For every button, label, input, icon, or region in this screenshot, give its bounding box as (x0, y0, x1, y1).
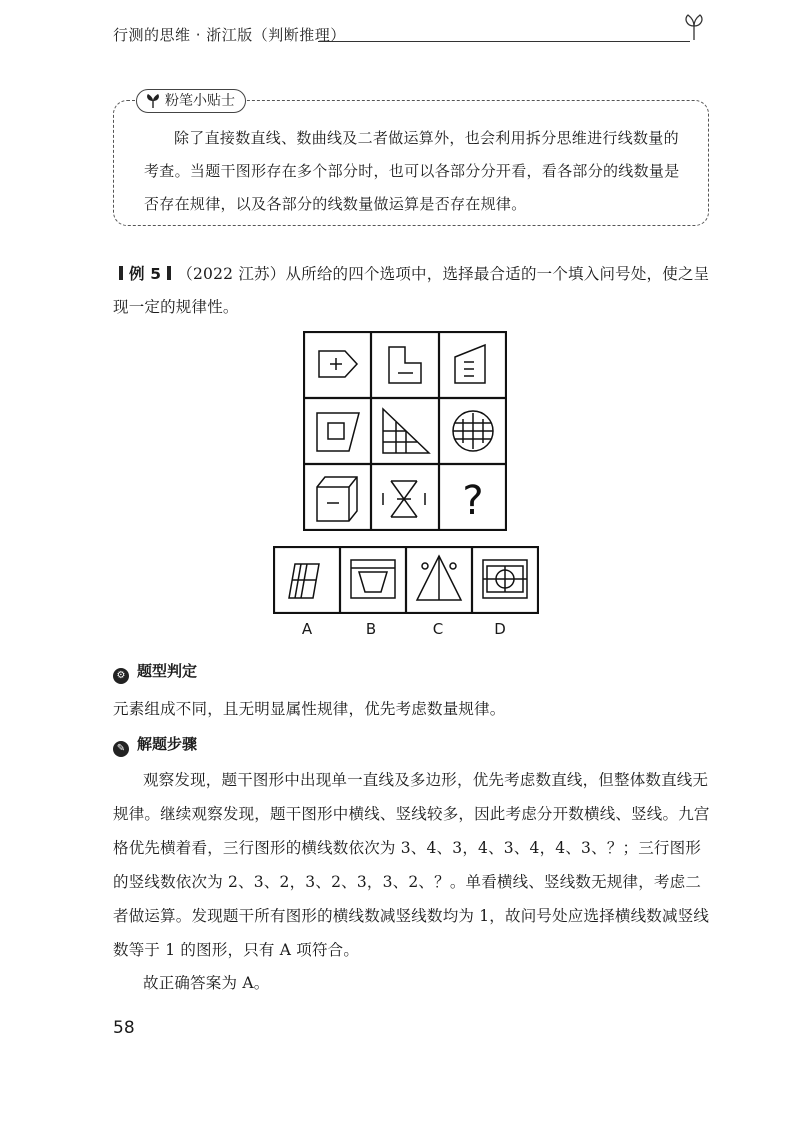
sprout-icon (145, 93, 161, 109)
example-question (113, 258, 713, 324)
tip-badge (136, 89, 246, 113)
answer-text: 故正确答案为 A。 (143, 974, 270, 992)
tip-badge-label: 粉笔小贴士 (165, 93, 235, 109)
header-title: 行测的思维 · 浙江版（判断推理） (113, 26, 346, 44)
puzzle-figure-4 (317, 413, 359, 451)
option-figure-c (417, 556, 461, 600)
puzzle-figure-7 (317, 477, 357, 521)
option-figure-b (351, 560, 395, 598)
example-question-text: （2022 江苏）从所给的四个选项中，选择最合适的一个填入问号处，使之呈现一定的规律性。 (113, 265, 710, 316)
puzzle-figure-3 (455, 345, 485, 383)
puzzle-figure-5 (383, 409, 429, 453)
puzzle-question-mark: ? (462, 478, 484, 524)
option-label-a: A (301, 620, 313, 638)
option-label-b: B (365, 620, 377, 638)
option-label-d: D (494, 620, 506, 638)
puzzle-figure-6 (453, 411, 493, 451)
option-figure-a (289, 564, 319, 598)
option-figure-d (483, 560, 527, 598)
page-number: 58 (113, 1018, 135, 1038)
puzzle-figure-8 (383, 481, 425, 517)
puzzle-figure-2 (389, 347, 421, 383)
example-tag (113, 265, 177, 283)
steps-section-title: ✎ 解题步骤 (113, 733, 197, 757)
options-row (273, 546, 539, 614)
example-label: 例 5 (129, 265, 162, 283)
puzzle-figure-1 (319, 351, 357, 377)
gear-icon: ⚙ (113, 668, 129, 684)
type-section-title: ⚙ 题型判定 (113, 660, 197, 684)
option-label-c: C (432, 620, 444, 638)
steps-section-body: 观察发现，题干图形中出现单一直线及多边形，优先考虑数直线，但整体数直线无规律。继续观察发现，题干图形中横线、竖线较多，因此考虑分开数横线、竖线。九宫格优先横着看，三行图形的横线数依次为 3、4、3，4、3、4，4、3、？；三行图形的竖线数依次为 2、3、2，3、2、3，3、2、？。单看横线、竖线数无规律，考虑二者做运算。发现题干所有图形的横线数减竖线数均为 1，故问号处应选择横线数减竖线数等于 1 的图形，只有 A 项符合。 (113, 771, 710, 959)
sprout-icon (682, 12, 706, 42)
tip-text: 除了直接数直线、数曲线及二者做运算外，也会利用拆分思维进行线数量的考查。当题干图形存在多个部分时，也可以各部分分开看，看各部分的线数量是否存在规律，以及各部分的线数量做运算是否存在规律。 (144, 129, 680, 213)
header-rule (318, 41, 690, 42)
steps-icon: ✎ (113, 741, 129, 757)
puzzle-grid (303, 331, 507, 531)
type-section-body: 元素组成不同，且无明显属性规律，优先考虑数量规律。 (113, 700, 506, 718)
